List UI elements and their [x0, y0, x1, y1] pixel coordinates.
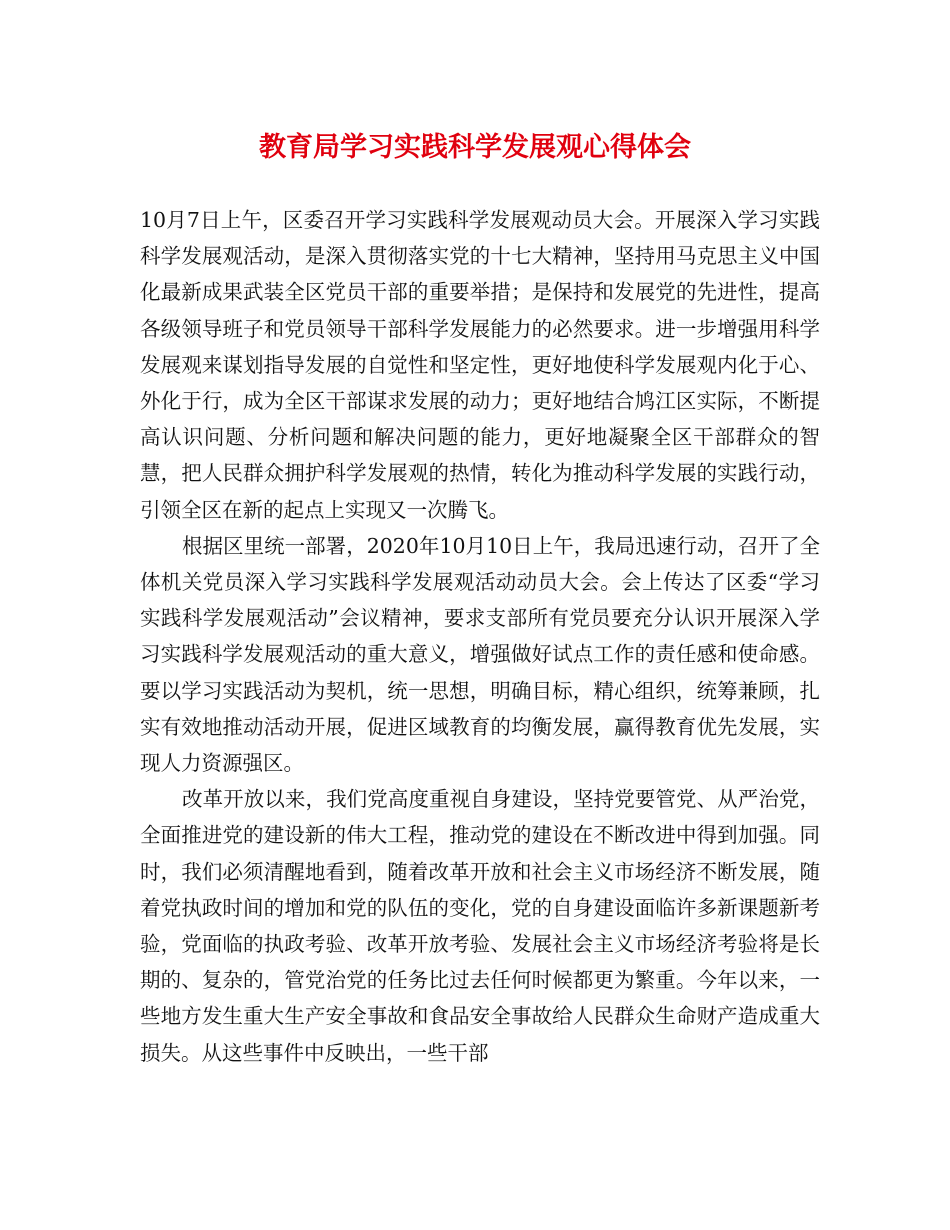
- document-body: [140, 202, 820, 1071]
- paragraph-3: 改革开放以来，我们党高度重视自身建设，坚持党要管党、从严治党，全面推进党的建设新的伟大工程，推动党的建设在不断改进中得到加强。同时，我们必须清醒地看到，随着改革开放和社会主义市场经济不断发展，随着党执政时间的增加和党的队伍的变化，党的自身建设面临许多新课题新考验，党面临的执政考验、改革开放考验、发展社会主义市场经济考验将是长期的、复杂的，管党治党的任务比过去任何时候都更为繁重。今年以来，一些地方发生重大生产安全事故和食品安全事故给人民群众生命财产造成重大损失。从这些事件中反映出，一些干部: [140, 787, 820, 1065]
- paragraph-1: 10月7日上午，区委召开学习实践科学发展观动员大会。开展深入学习实践科学发展观活动，是深入贯彻落实党的十七大精神，坚持用马克思主义中国化最新成果武装全区党员干部的重要举措；是保持和发展党的先进性，提高各级领导班子和党员领导干部科学发展能力的必然要求。进一步增强用科学发展观来谋划指导发展的自觉性和坚定性，更好地使科学发展观内化于心、外化于行，成为全区干部谋求发展的动力；更好地结合鸠江区实际，不断提高认识问题、分析问题和解决问题的能力，更好地凝聚全区干部群众的智慧，把人民群众拥护科学发展观的热情，转化为推动科学发展的实践行动，引领全区在新的起点上实现又一次腾飞。: [140, 208, 820, 522]
- paragraph-2: 根据区里统一部署，2020年10月10日上午，我局迅速行动，召开了全体机关党员深入学习实践科学发展观活动动员大会。会上传达了区委“学习实践科学发展观活动”会议精神，要求支部所有党员要充分认识开展深入学习实践科学发展观活动的重大意义，增强做好试点工作的责任感和使命感。要以学习实践活动为契机，统一思想，明确目标，精心组织，统筹兼顾，扎实有效地推动活动开展，促进区域教育的均衡发展，赢得教育优先发展，实现人力资源强区。: [140, 533, 820, 776]
- document-title: 教育局学习实践科学发展观心得体会: [259, 132, 691, 163]
